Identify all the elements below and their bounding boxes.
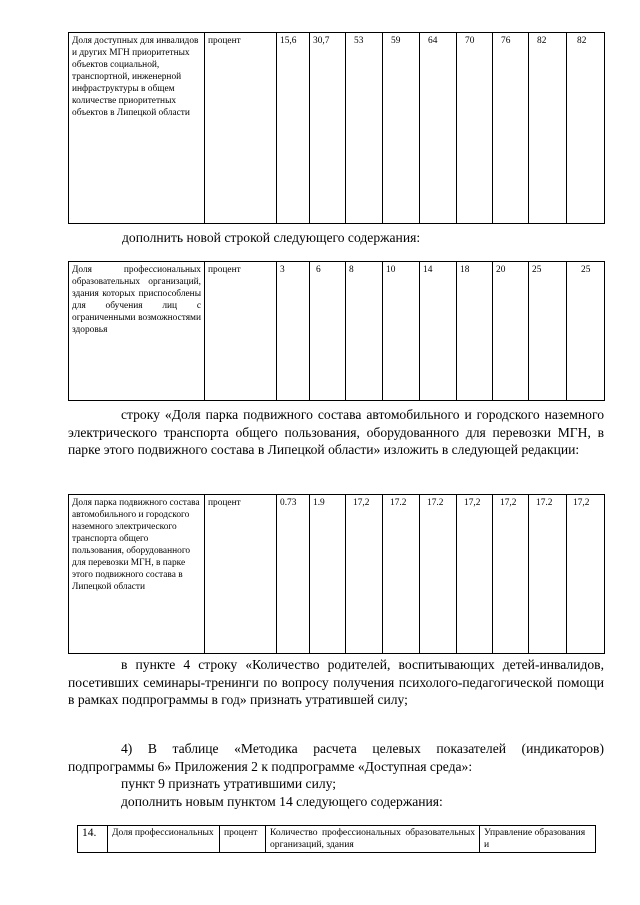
value-cell: 6 [310, 262, 346, 401]
indicator-name-cell: Доля профессиональных образовательных организаций, здания которых приспособлены для обучения лиц с ограниченными возможностями здоровья [69, 262, 205, 401]
value-cell: 25 [529, 262, 567, 401]
value-cell: 53 [346, 33, 383, 224]
value-cell: 70 [457, 33, 493, 224]
value-cell: 14 [420, 262, 457, 401]
indicator-name-cell: Доля парка подвижного состава автомобильного и городского наземного электрического транспорта общего пользования, оборудованного для перевозки МГН, в парке этого подвижного состава в Липецкой области [69, 495, 205, 654]
table-row [69, 495, 605, 654]
source-cell: Управление образования и [480, 826, 596, 853]
instruction-item9-repeal: пункт 9 признать утратившими силу; [121, 776, 337, 791]
indicator-name-cell: Доля профессиональных [108, 826, 220, 853]
value-cell: 82 [529, 33, 567, 224]
unit-cell: процент [205, 33, 277, 224]
indicator-table-transport [68, 494, 605, 654]
paragraph-methodology-table: 4) В таблице «Методика расчета целевых показателей (индикаторов) подпрограммы 6» Приложения 2 к подпрограмме «Доступная среда»: [68, 741, 604, 774]
value-cell: 30,7 [310, 33, 346, 224]
value-cell: 64 [420, 33, 457, 224]
value-cell: 20 [493, 262, 529, 401]
instruction-add-item14: дополнить новым пунктом 14 следующего содержания: [121, 794, 443, 809]
instruction-add-row: дополнить новой строкой следующего содержания: [122, 230, 421, 245]
value-cell: 18 [457, 262, 493, 401]
value-cell: 59 [383, 33, 420, 224]
table-row [69, 33, 605, 224]
table-row [78, 826, 596, 853]
unit-cell: процент [205, 262, 277, 401]
value-cell: 17,2 [567, 495, 605, 654]
indicator-table-accessible-objects [68, 32, 605, 224]
unit-cell: процент [220, 826, 266, 853]
value-cell: 17.2 [383, 495, 420, 654]
paragraph-parc-amendment: строку «Доля парка подвижного состава автомобильного и городского наземного электрического транспорта общего пользования, оборудованного для перевозки МГН, в парке этого подвижного состава в Липецкой области» изложить в следующей редакции: [68, 407, 604, 458]
value-cell: 76 [493, 33, 529, 224]
value-cell: 17.2 [420, 495, 457, 654]
table-row [69, 262, 605, 401]
value-cell: 82 [567, 33, 605, 224]
value-cell: 0.73 [277, 495, 310, 654]
calculation-cell: Количество профессиональных образовательных организаций, здания [266, 826, 480, 853]
indicator-name-cell: Доля доступных для инвалидов и других МГН приоритетных объектов социальной, транспортной, инженерной инфраструктуры в общем количестве приоритетных объектов в Липецкой области [69, 33, 205, 224]
value-cell: 8 [346, 262, 383, 401]
value-cell: 17,2 [346, 495, 383, 654]
value-cell: 3 [277, 262, 310, 401]
paragraph-item4-repeal: в пункте 4 строку «Количество родителей, воспитывающих детей-инвалидов, посетивших семинары-тренинги по вопросу получения психолого-педагогической помощи в рамках подпрограммы в год» признать утратившей силу; [68, 657, 604, 708]
item-number-cell: 14. [78, 826, 108, 853]
value-cell: 17,2 [457, 495, 493, 654]
value-cell: 10 [383, 262, 420, 401]
unit-cell: процент [205, 495, 277, 654]
value-cell: 17.2 [529, 495, 567, 654]
value-cell: 1.9 [310, 495, 346, 654]
value-cell: 25 [567, 262, 605, 401]
value-cell: 15,6 [277, 33, 310, 224]
methodology-table-item14 [77, 825, 596, 853]
indicator-table-professional-orgs [68, 261, 605, 401]
value-cell: 17,2 [493, 495, 529, 654]
